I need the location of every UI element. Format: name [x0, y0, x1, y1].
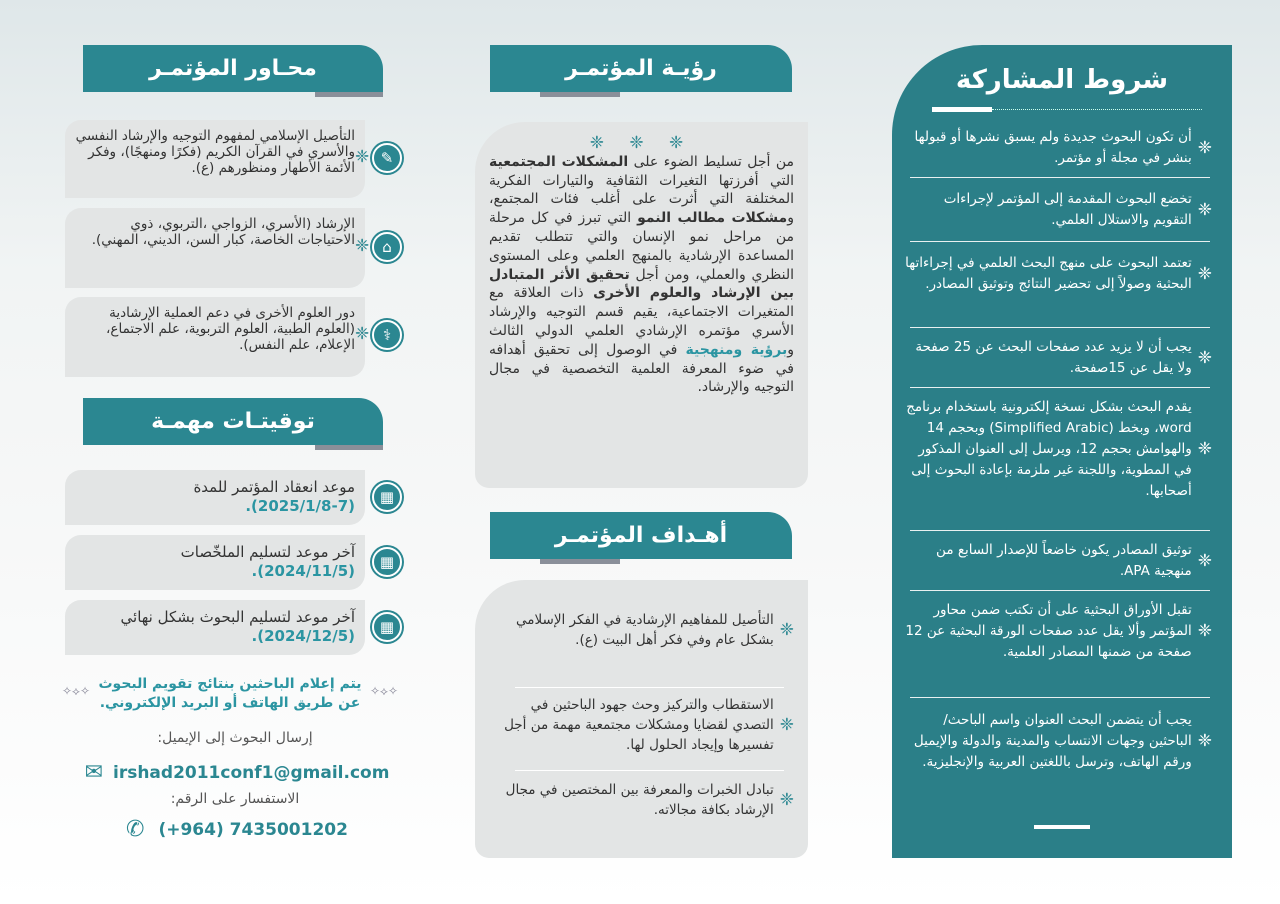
bullet-star-icon: ❈	[1197, 137, 1212, 158]
axis-item: دور العلوم الأخرى في دعم العملية الإرشادية (العلوم الطبية، العلوم التربوية، علم الاجتماع، الإعلام، علم النفس).	[65, 297, 365, 377]
bullet-star-icon: ❈	[355, 236, 370, 256]
condition-item: ❈ تعتمد البحوث على منهج البحث العلمي في إجراءاتها البحثية وصولاً إلى تحضير النتائج وتوثيق المصادر.	[905, 255, 1212, 292]
vision-box	[475, 122, 808, 488]
phone-icon: ✆	[126, 817, 145, 842]
bullet-star-icon: ❈	[355, 324, 370, 344]
results-notice: يتم إعلام الباحثين بنتائج تقويم البحوث عن طريق الهاتف أو البريد الإلكتروني.	[98, 676, 362, 711]
date-item: آخر موعد لتسليم الملخّصات (2024/11/5).	[65, 535, 365, 590]
divider	[910, 697, 1210, 698]
participation-conditions-panel	[892, 45, 1232, 858]
condition-item: ❈ تقبل الأوراق البحثية على أن تكتب ضمن محاور المؤتمر وألا يقل عدد صفحات الورقة البحثية عن 12 صفحة من ضمنها المصادر العلمية.	[905, 602, 1212, 660]
vision-text: من أجل تسليط الضوء على المشكلات المجتمعية التي أفرزتها التغيرات الثقافية والتيارات الفكرية المختلفة التي أثرت على أغلب فئات المجتمع، ومشكلات مطالب النمو التي تبرز في كل مرحلة من مراحل نمو الإنسان والتي تتطلب تقديم المساعدة الإرشادية بالمنهج العلمي وعلى المستوى النظري والعملي، ومن أجل تحقيق الأثر المتبادل بين الإرشاد والعلوم الأخرى ذات العلاقة مع المتغيرات الاجتماعية، يقيم قسم التوجيه والإرشاد الأسري مؤتمره الإرشادي العلمي الدولي الثالث وبرؤية ومنهجية في الوصول إلى تحقيق أهدافه في ضوء المعرفة العلمية التخصصية في مجال التوجيه والإرشاد.	[489, 153, 795, 396]
bullet-star-icon: ❈	[779, 620, 794, 640]
footer-bar	[1034, 825, 1090, 829]
divider	[910, 177, 1210, 178]
bullet-star-icon: ❈	[1197, 731, 1212, 751]
condition-item: ❈ يقدم البحث بشكل نسخة إلكترونية باستخدام برنامج word، وبخط (Simplified Arabic) وبحجم 14 والهوامش بحجم 12، ويرسل إلى العنوان المذكور في المطوية، واللجنة غير ملزمة بإعادة البحوث إلى أصحابها.	[906, 399, 1212, 499]
condition-item: ❈ يجب أن يتضمن البحث العنوان واسم الباحث/الباحثين وجهات الانتساب والمدينة والدولة والإيميل ورقم الهاتف، وترسل باللغتين العربية والإنجليزية.	[913, 712, 1212, 770]
title-bar	[540, 559, 620, 564]
divider	[910, 590, 1210, 591]
goal-item: ❈ تبادل الخبرات والمعرفة بين المختصين في مجال الإرشاد بكافة مجالاته.	[505, 782, 794, 818]
divider	[910, 241, 1210, 242]
bullet-star-icon: ❈	[1197, 439, 1212, 459]
bullet-star-icon: ❈	[779, 715, 794, 735]
quran-study-icon: ✎	[372, 143, 402, 173]
envelope-icon: ✉	[84, 760, 103, 785]
bullet-star-icon: ❈	[1197, 199, 1212, 220]
bullet-star-icon: ❈	[1197, 347, 1212, 368]
calendar-icon: ▦	[372, 547, 402, 577]
divider	[910, 530, 1210, 531]
phone-row	[82, 817, 392, 842]
goals-title: أهـداف المؤتمـر	[490, 512, 792, 559]
conditions-title: شروط المشاركة	[955, 65, 1169, 95]
title-bar	[540, 92, 620, 97]
date-item: آخر موعد لتسليم البحوث بشكل نهائي (2024/12/5).	[65, 600, 365, 655]
vision-title: رؤيـة المؤتمـر	[490, 45, 792, 92]
dates-title: توقيتـات مهمـة	[83, 398, 383, 445]
phone-number[interactable]: (+964) 7435001202	[158, 819, 348, 840]
phone-label: الاستفسار على الرقم:	[170, 791, 300, 807]
ornament-stars-icon: ❈ ❈ ❈	[589, 133, 694, 153]
goal-item: ❈ التأصيل للمفاهيم الإرشادية في الفكر الإسلامي بشكل عام وفي فكر أهل البيت (ع).	[515, 612, 794, 648]
bullet-star-icon: ❈	[355, 147, 370, 167]
bullet-star-icon: ❈	[1197, 550, 1212, 571]
title-bar	[315, 92, 383, 97]
title-bar	[315, 445, 383, 450]
condition-item: ❈ يجب أن لا يزيد عدد صفحات البحث عن 25 صفحة ولا يقل عن 15صفحة.	[915, 339, 1212, 376]
bullet-star-icon: ❈	[1197, 621, 1212, 641]
divider	[910, 327, 1210, 328]
divider	[910, 387, 1210, 388]
calendar-icon: ▦	[372, 612, 402, 642]
ornament-right-icon: ✧⟡✧	[370, 684, 399, 698]
condition-item: ❈ أن تكون البحوث جديدة ولم يسبق نشرها أو قبولها بنشر في مجلة أو مؤتمر.	[914, 129, 1212, 166]
title-underline	[932, 107, 992, 112]
medical-book-icon: ⚕	[372, 320, 402, 350]
ornament-left-icon: ✧⟡✧	[62, 684, 91, 698]
axis-item: الإرشاد (الأسري، الزواجي ،التربوي، ذوي الاحتياجات الخاصة، كبار السن، الديني، المهني).	[65, 208, 365, 288]
condition-item: ❈ تخضع البحوث المقدمة إلى المؤتمر لإجراءات التقويم والاستلال العلمي.	[943, 191, 1212, 228]
divider	[515, 770, 784, 771]
goal-item: ❈ الاستقطاب والتركيز وحث جهود الباحثين في التصدي لقضايا ومشكلات مجتمعية مهمة من أجل تفسيرها وإيجاد الحلول لها.	[504, 697, 794, 753]
email-row	[82, 760, 392, 785]
email-link[interactable]: irshad2011conf1@gmail.com	[113, 762, 390, 783]
title-dotted-line	[992, 109, 1202, 110]
divider	[515, 687, 784, 688]
email-label: إرسال البحوث إلى الإيميل:	[157, 730, 313, 746]
bullet-star-icon: ❈	[1197, 263, 1212, 284]
family-home-icon: ⌂	[372, 232, 402, 262]
calendar-icon: ▦	[372, 482, 402, 512]
axes-title: محـاور المؤتمـر	[83, 45, 383, 92]
goals-box	[475, 580, 808, 858]
axis-item: التأصيل الإسلامي لمفهوم التوجيه والإرشاد النفسي والأسري في القرآن الكريم (فكرًا ومنهجًا)، وفكر الأئمة الأطهار ومنظورهم (ع).	[65, 120, 365, 198]
date-item: موعد انعقاد المؤتمر للمدة (2025/1/8-7).	[65, 470, 365, 525]
bullet-star-icon: ❈	[779, 790, 794, 810]
condition-item: ❈ توثيق المصادر يكون خاضعاً للإصدار السابع من منهجية APA.	[936, 542, 1212, 579]
